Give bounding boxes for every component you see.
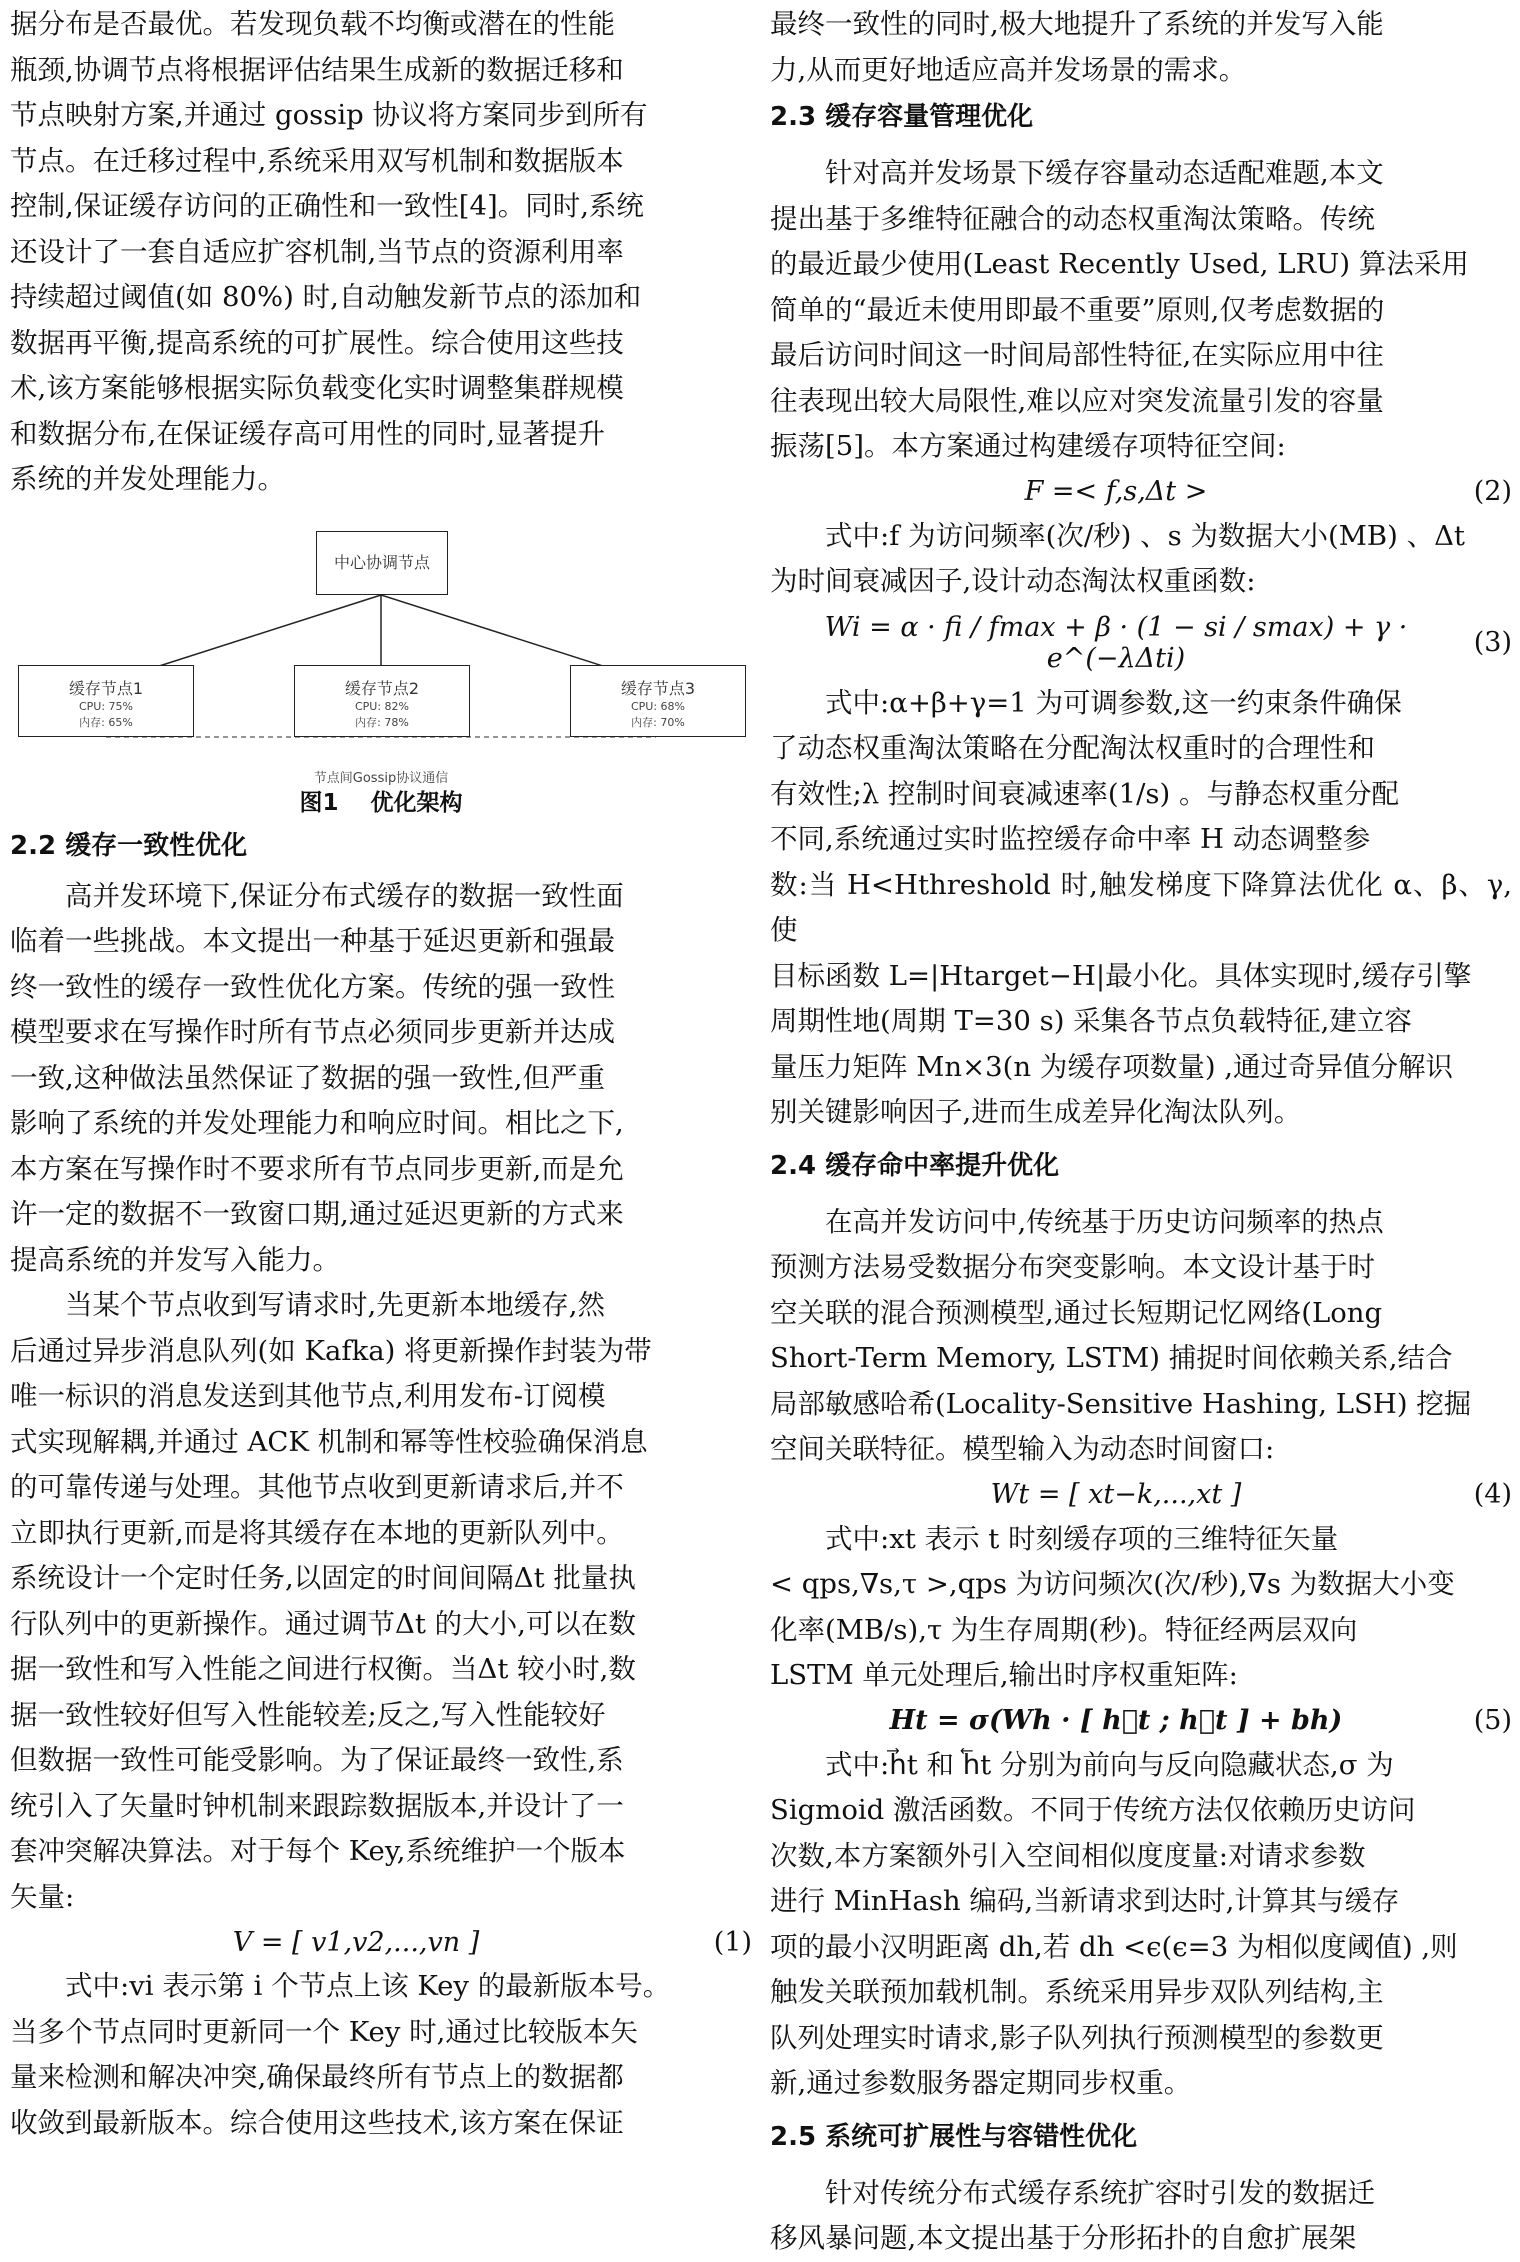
text-line: 但数据一致性可能受影响。为了保证最终一致性,系	[10, 1744, 624, 1776]
text-line: 式中:α+β+γ=1 为可调参数,这一约束条件确保	[825, 686, 1402, 719]
gossip-label: 节点间Gossip协议通信	[313, 770, 449, 786]
text-line: 了动态权重淘汰策略在分配淘汰权重时的合理性和	[770, 732, 1375, 764]
text-line: LSTM 单元处理后,输出时序权重矩阵:	[770, 1659, 1238, 1691]
section-heading-2-2: 2.2 缓存一致性优化	[10, 830, 248, 861]
text-line: 量压力矩阵 Mn×3(n 为缓存项数量) ,通过奇异值分解识	[770, 1050, 1454, 1083]
equation-4	[770, 1473, 1512, 1517]
text-line: 量来检测和解决冲突,确保最终所有节点上的数据都	[10, 2061, 624, 2093]
paragraph-2-2-a	[10, 874, 752, 1284]
text-line: 提高系统的并发写入能力。	[10, 1243, 340, 1276]
architecture-figure	[10, 517, 752, 765]
text-line: 后通过异步消息队列(如 Kafka) 将更新操作封装为带	[10, 1334, 652, 1367]
paragraph-2-5-a	[770, 2171, 1512, 2262]
text-line: 往表现出较大局限性,难以应对突发流量引发的容量	[770, 384, 1384, 417]
paragraph-2-4-a	[770, 1200, 1512, 1473]
text-line: 移风暴问题,本文提出基于分形拓扑的自愈扩展架	[770, 2222, 1357, 2254]
paragraph-2-2-b	[10, 1283, 752, 1920]
text-line: 不同,系统通过实时监控缓存命中率 H 动态调整参	[770, 823, 1371, 855]
text-line: 进行 MinHash 编码,当新请求到达时,计算其与缓存	[770, 1885, 1400, 1917]
paragraph-eq2	[770, 514, 1512, 605]
center-node-label: 中心协调节点	[333, 552, 430, 572]
cache-node-1	[18, 665, 194, 737]
node-cpu: CPU: 68%	[630, 699, 686, 713]
text-line: 模型要求在写操作时所有节点必须同步更新并达成	[10, 1016, 615, 1048]
text-line: 控制,保证缓存访问的正确性和一致性[4]。同时,系统	[10, 190, 644, 222]
equation-body: Ht = σ(Wh · [ h⃗t ; h⃖t ] + bh)	[889, 1705, 1343, 1736]
equation-number: (5)	[1473, 1705, 1512, 1736]
text-line: 次数,本方案额外引入空间相似度度量:对请求参数	[770, 1839, 1366, 1872]
text-line: 据一致性和写入性能之间进行权衡。当Δt 较小时,数	[10, 1653, 636, 1685]
text-line: 简单的“最近未使用即最不重要”原则,仅考虑数据的	[770, 293, 1385, 326]
text-line: 的最近最少使用(Least Recently Used, LRU) 算法采用	[770, 248, 1469, 280]
paragraph-eq4	[770, 1517, 1512, 1699]
text-line: 式中:vi 表示第 i 个节点上该 Key 的最新版本号。	[65, 1970, 671, 2002]
text-line: 有效性;λ 控制时间衰减速率(1/s) 。与静态权重分配	[770, 777, 1400, 810]
text-line: Short-Term Memory, LSTM) 捕捉时间依赖关系,结合	[770, 1342, 1453, 1374]
section-heading-2-4: 2.4 缓存命中率提升优化	[770, 1150, 1060, 1181]
text-line: 据分布是否最优。若发现负载不均衡或潜在的性能	[10, 8, 615, 40]
text-line: 最后访问时间这一时间局部性特征,在实际应用中往	[770, 339, 1384, 371]
node-mem: 内存: 78%	[355, 715, 409, 729]
node-cpu: CPU: 82%	[354, 699, 410, 713]
text-line: 式实现解耦,并通过 ACK 机制和幂等性校验确保消息	[10, 1425, 648, 1458]
cache-node-2	[294, 665, 470, 737]
text-line: 套冲突解决算法。对于每个 Key,系统维护一个版本	[10, 1835, 626, 1867]
node-name: 缓存节点1	[68, 678, 144, 698]
left-column	[10, 0, 752, 2146]
equation-body: F =< f,s,Δt >	[1024, 476, 1208, 507]
equation-body: V = [ v1,v2,...,vn ]	[232, 1926, 480, 1958]
text-line: 影响了系统的并发处理能力和响应时间。相比之下,	[10, 1107, 624, 1139]
equation-1	[10, 1920, 752, 1964]
equation-number: (1)	[713, 1926, 752, 1958]
text-line: 式中:h⃗t 和 h⃖t 分别为前向与反向隐藏状态,σ 为	[825, 1748, 1394, 1781]
text-line: 立即执行更新,而是将其缓存在本地的更新队列中。	[10, 1516, 624, 1549]
intro-paragraph	[10, 2, 752, 503]
text-line: 队列处理实时请求,影子队列执行预测模型的参数更	[770, 2021, 1384, 2054]
paragraph-2-3-a	[770, 151, 1512, 470]
equation-2	[770, 470, 1512, 514]
text-line: 一致,这种做法虽然保证了数据的强一致性,但严重	[10, 1061, 605, 1094]
node-cpu: CPU: 75%	[78, 699, 134, 713]
text-line: 当多个节点同时更新同一个 Key 时,通过比较版本矢	[10, 2015, 638, 2048]
text-line: 据一致性较好但写入性能较差;反之,写入性能较好	[10, 1698, 606, 1731]
text-line: Sigmoid 激活函数。不同于传统方法仅依赖历史访问	[770, 1794, 1416, 1826]
text-line: 局部敏感哈希(Locality-Sensitive Hashing, LSH) 挖掘	[770, 1387, 1472, 1420]
center-coordinator-node	[316, 531, 448, 595]
equation-number: (3)	[1473, 627, 1512, 658]
text-line: 最终一致性的同时,极大地提升了系统的并发写入能	[770, 8, 1384, 40]
section-heading-2-5: 2.5 系统可扩展性与容错性优化	[770, 2121, 1138, 2152]
text-line: 数据再平衡,提高系统的可扩展性。综合使用这些技	[10, 326, 624, 359]
text-line: < qps,∇s,τ >,qps 为访问频次(次/秒),∇s 为数据大小变	[770, 1568, 1455, 1600]
paragraph-eq1	[10, 1964, 752, 2146]
text-line: 针对传统分布式缓存系统扩容时引发的数据迁	[825, 2176, 1375, 2209]
text-line: 触发关联预加载机制。系统采用异步双队列结构,主	[770, 1976, 1384, 2008]
text-line: 术,该方案能够根据实际负载变化实时调整集群规模	[10, 372, 624, 404]
text-line: 终一致性的缓存一致性优化方案。传统的强一致性	[10, 970, 615, 1003]
text-line: 节点映射方案,并通过 gossip 协议将方案同步到所有	[10, 99, 648, 131]
text-line: 空关联的混合预测模型,通过长短期记忆网络(Long	[770, 1296, 1383, 1329]
text-line: 化率(MB/s),τ 为生存周期(秒)。特征经两层双向	[770, 1613, 1358, 1646]
text-line: 别关键影响因子,进而生成差异化淘汰队列。	[770, 1096, 1302, 1128]
text-line: 提出基于多维特征融合的动态权重淘汰策略。传统	[770, 202, 1375, 235]
text-line: 系统的并发处理能力。	[10, 463, 285, 495]
equation-body: Wt = [ xt−k,...,xt ]	[990, 1479, 1242, 1510]
paragraph-eq5	[770, 1743, 1512, 2107]
text-line: 数:当 H<Hthreshold 时,触发梯度下降算法优化 α、β、γ,使	[770, 868, 1512, 946]
section-heading-2-3: 2.3 缓存容量管理优化	[770, 102, 1034, 132]
text-line: 的可靠传递与处理。其他节点收到更新请求后,并不	[10, 1471, 624, 1503]
text-line: 还设计了一套自适应扩容机制,当节点的资源利用率	[10, 235, 624, 268]
text-line: 持续超过阈值(如 80%) 时,自动触发新节点的添加和	[10, 281, 642, 313]
equation-body: Wi = α · fi / fmax + β · (1 − si / smax) + γ · e^(−λΔti)	[824, 611, 1408, 674]
text-line: 瓶颈,协调节点将根据评估结果生成新的数据迁移和	[10, 53, 624, 86]
text-line: 新,通过参数服务器定期同步权重。	[770, 2067, 1192, 2099]
equation-number: (2)	[1473, 476, 1512, 507]
text-line: 许一定的数据不一致窗口期,通过延迟更新的方式来	[10, 1198, 624, 1230]
text-line: 行队列中的更新操作。通过调节Δt 的大小,可以在数	[10, 1607, 636, 1640]
text-line: 本方案在写操作时不要求所有节点同步更新,而是允	[10, 1152, 624, 1185]
text-line: 节点。在迁移过程中,系统采用双写机制和数据版本	[10, 144, 624, 177]
text-line: 项的最小汉明距离 dh,若 dh <ϵ(ϵ=3 为相似度阈值) ,则	[770, 1930, 1458, 1963]
text-line: 目标函数 L=|Htarget−H|最小化。具体实现时,缓存引擎	[770, 959, 1472, 992]
text-line: 高并发环境下,保证分布式缓存的数据一致性面	[65, 879, 624, 912]
text-line: 和数据分布,在保证缓存高可用性的同时,显著提升	[10, 417, 605, 450]
text-line: 系统设计一个定时任务,以固定的时间间隔Δt 批量执	[10, 1562, 636, 1594]
text-line: 式中:f 为访问频率(次/秒) 、s 为数据大小(MB) 、Δt	[825, 519, 1465, 552]
right-column	[770, 0, 1512, 2262]
text-line: 式中:xt 表示 t 时刻缓存项的三维特征矢量	[825, 1522, 1339, 1555]
node-name: 缓存节点3	[620, 678, 696, 698]
text-line: 唯一标识的消息发送到其他节点,利用发布-订阅模	[10, 1380, 606, 1412]
cache-node-3	[570, 665, 746, 737]
node-mem: 内存: 65%	[79, 715, 133, 729]
text-line: 针对高并发场景下缓存容量动态适配难题,本文	[825, 157, 1384, 189]
text-line: 收敛到最新版本。综合使用这些技术,该方案在保证	[10, 2106, 624, 2139]
figure-caption: 图1 优化架构	[299, 789, 463, 816]
paragraph-top	[770, 2, 1512, 93]
text-line: 临着一些挑战。本文提出一种基于延迟更新和强最	[10, 925, 615, 957]
text-line: 预测方法易受数据分布突变影响。本文设计基于时	[770, 1251, 1375, 1283]
paragraph-eq3	[770, 681, 1512, 1136]
text-line: 当某个节点收到写请求时,先更新本地缓存,然	[65, 1289, 605, 1321]
equation-5	[770, 1699, 1512, 1743]
text-line: 振荡[5]。本方案通过构建缓存项特征空间:	[770, 430, 1286, 462]
node-mem: 内存: 70%	[631, 715, 685, 729]
text-line: 空间关联特征。模型输入为动态时间窗口:	[770, 1433, 1275, 1465]
node-name: 缓存节点2	[344, 678, 420, 698]
text-line: 周期性地(周期 T=30 s) 采集各节点负载特征,建立容	[770, 1005, 1412, 1037]
text-line: 矢量:	[10, 1880, 75, 1913]
equation-number: (4)	[1473, 1479, 1512, 1510]
text-line: 力,从而更好地适应高并发场景的需求。	[770, 53, 1247, 86]
text-line: 统引入了矢量时钟机制来跟踪数据版本,并设计了一	[10, 1789, 624, 1822]
text-line: 在高并发访问中,传统基于历史访问频率的热点	[825, 1205, 1384, 1238]
equation-3	[770, 605, 1512, 681]
text-line: 为时间衰减因子,设计动态淘汰权重函数:	[770, 565, 1256, 597]
